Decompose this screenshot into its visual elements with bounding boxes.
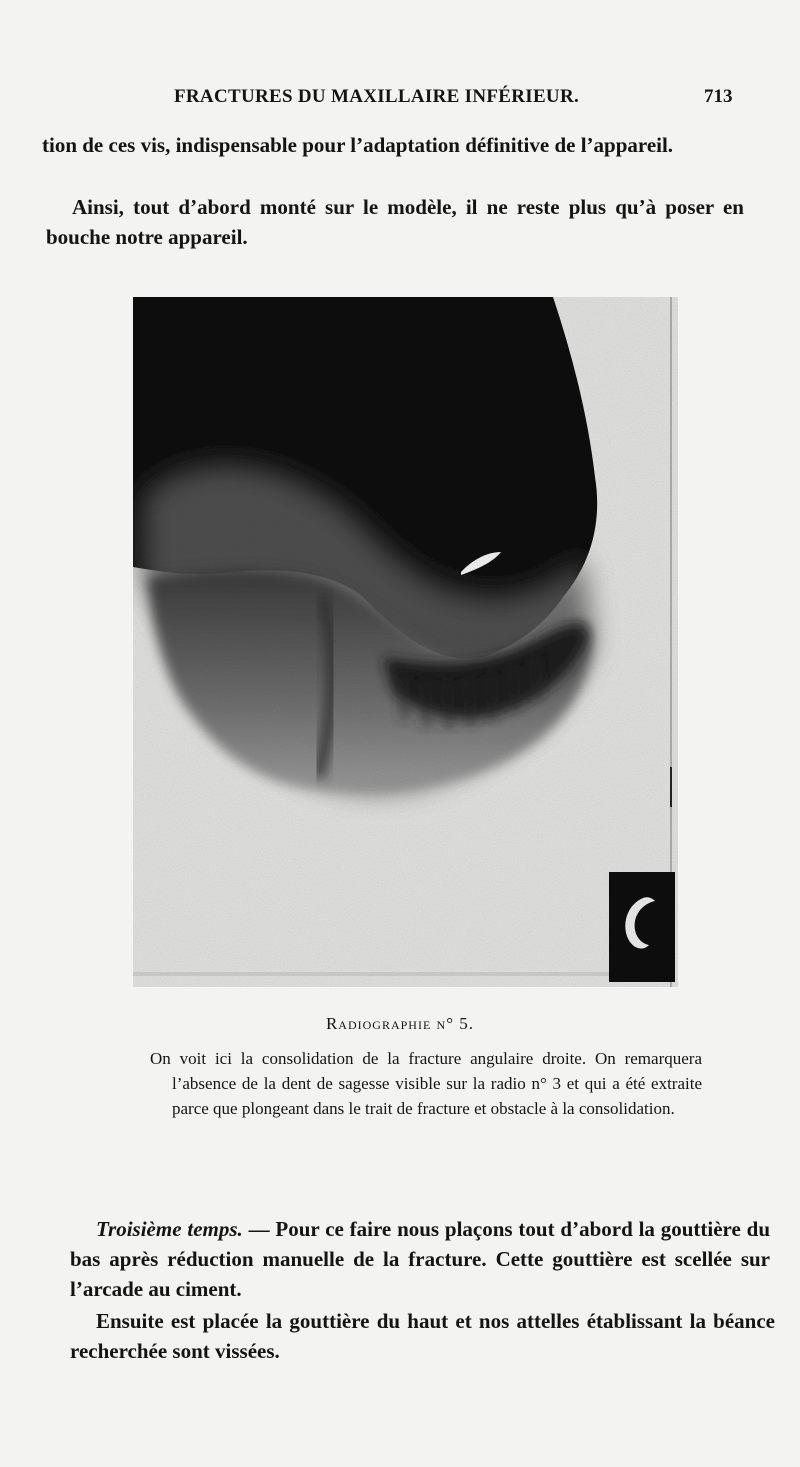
paragraph-4: Ensuite est placée la gouttière du haut et nos attelles établissant la béance recherchée sont vissées. [70,1309,775,1363]
page-header [0,86,800,116]
page-number: 713 [704,86,733,107]
paragraph-3-text: — Pour ce faire nous plaçons tout d’abord la gouttière du bas après réduction manuelle de la fracture. Cette gouttière est scellée sur l’arcade au ciment. [70,1217,770,1301]
figure-caption-title: Radiographie n° 5. [325,1014,475,1033]
running-title: FRACTURES DU MAXILLAIRE INFÉRIEUR. [174,86,580,107]
paragraph-1: tion de ces vis, indispensable pour l’adaptation définitive de l’appareil. [42,133,674,157]
radiograph-scene [133,297,678,987]
radiograph-image [133,297,678,987]
section-lead: Troisième temps. [96,1217,243,1241]
paragraph-2: Ainsi, tout d’abord monté sur le modèle, il ne reste plus qu’à poser en bouche notre appareil. [46,195,744,249]
figure-caption-text: On voit ici la consolidation de la fracture angulaire droite. On remarquera l’absence de la dent de sagesse visible sur la radio n° 3 et qui a été extraite parce que plongeant dans le trait de fracture et obstacle à la consolidation. [150,1049,702,1118]
paragraph-3 [70,1214,770,1304]
radiograph-figure [133,297,678,987]
